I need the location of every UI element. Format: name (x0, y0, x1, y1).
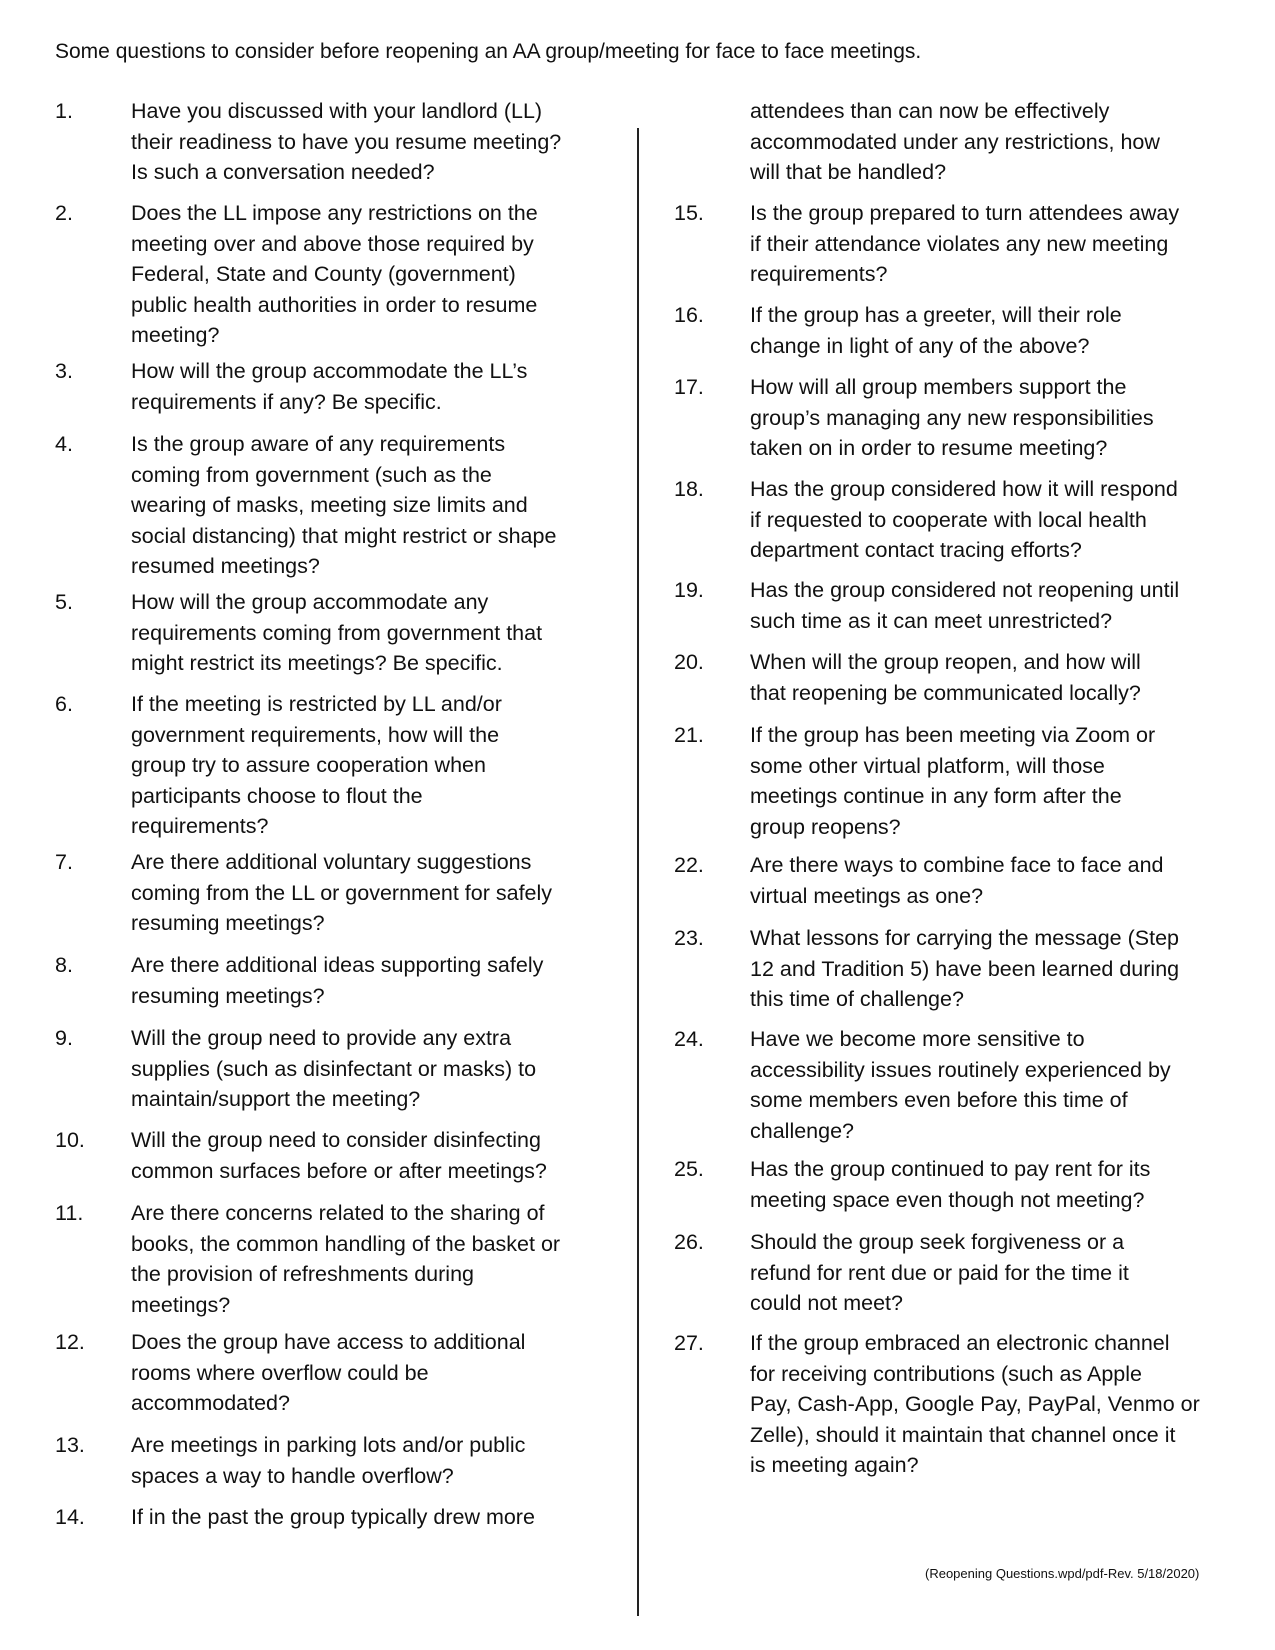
question-number: 25. (674, 1157, 704, 1181)
question-line: group reopens? (750, 814, 901, 839)
question-line: Is such a conversation needed? (131, 160, 435, 185)
question-line: Should the group seek forgiveness or a (750, 1230, 1125, 1254)
question-line: public health authorities in order to resume (131, 292, 538, 317)
question-number: 11. (55, 1201, 84, 1225)
question-line: accommodated under any restrictions, how (750, 129, 1160, 154)
question-line: meetings? (131, 1292, 231, 1317)
question-line: for receiving contributions (such as Apple (750, 1361, 1142, 1386)
question-line: supplies (such as disinfectant or masks) to (131, 1056, 537, 1081)
question-number: 8. (55, 953, 73, 977)
question-line: Is the group aware of any requirements (131, 432, 506, 456)
question-line: Does the LL impose any restrictions on the (131, 201, 538, 225)
question-line: coming from government (such as the (131, 462, 492, 487)
question-line: might restrict its meetings? Be specific. (131, 651, 503, 676)
question-line: Are there concerns related to the sharing of (131, 1201, 545, 1225)
question-line: common surfaces before or after meetings? (131, 1158, 547, 1183)
question-line: Have you discussed with your landlord (LL) (131, 99, 543, 123)
question-line: meeting space even though not meeting? (750, 1187, 1145, 1212)
question-line: some other virtual platform, will those (750, 753, 1105, 778)
question-line: requirements? (750, 262, 888, 287)
question-line: How will the group accommodate any (131, 590, 489, 614)
question-number: 18. (674, 477, 704, 501)
question-line: Are there additional ideas supporting safely (131, 953, 544, 977)
question-line: wearing of masks, meeting size limits and (131, 493, 528, 518)
question-number: 14. (55, 1505, 85, 1529)
question-number: 1. (55, 99, 73, 123)
question-text (750, 372, 1234, 464)
question-line: resumed meetings? (131, 554, 320, 579)
question-number: 20. (674, 650, 704, 674)
question-line: If in the past the group typically drew more (131, 1505, 535, 1529)
question-text (131, 1327, 615, 1419)
question-line: Will the group need to provide any extra (131, 1026, 512, 1050)
question-text (131, 96, 615, 188)
question-text (131, 1198, 615, 1320)
question-line: Federal, State and County (government) (131, 262, 516, 287)
question-line: meeting? (131, 323, 220, 348)
question-line: the provision of refreshments during (131, 1262, 474, 1287)
question-line: If the meeting is restricted by LL and/or (131, 692, 502, 716)
question-text (131, 950, 615, 1011)
question-number: 9. (55, 1026, 73, 1050)
question-line: is meeting again? (750, 1453, 919, 1478)
question-line: government requirements, how will the (131, 722, 500, 747)
question-text (131, 1430, 615, 1491)
question-line: challenge? (750, 1118, 855, 1143)
question-line: Is the group prepared to turn attendees away (750, 201, 1180, 225)
question-text (131, 356, 615, 417)
question-line: accessibility issues routinely experienced by (750, 1057, 1171, 1082)
question-line: taken on in order to resume meeting? (750, 436, 1108, 461)
question-number: 4. (55, 432, 73, 456)
question-line: attendees than can now be effectively (750, 99, 1110, 123)
question-text (131, 1502, 615, 1533)
question-line: books, the common handling of the basket or (131, 1231, 561, 1256)
question-number: 13. (55, 1433, 85, 1457)
question-text (131, 847, 615, 939)
question-number: 23. (674, 926, 704, 950)
question-line: Has the group considered how it will respond (750, 477, 1178, 501)
question-text (750, 850, 1234, 911)
question-text (750, 1154, 1234, 1215)
question-line: resuming meetings? (131, 983, 325, 1008)
question-line: meetings continue in any form after the (750, 784, 1122, 809)
revision-footer: (Reopening Questions.wpd/pdf-Rev. 5/18/2020) (925, 1566, 1200, 1581)
question-number: 22. (674, 853, 704, 877)
question-line: coming from the LL or government for safely (131, 880, 553, 905)
question-number: 17. (674, 375, 704, 399)
question-line: What lessons for carrying the message (Step (750, 926, 1179, 950)
question-text (750, 1227, 1234, 1319)
question-line: if their attendance violates any new meeting (750, 231, 1169, 256)
question-text (750, 474, 1234, 566)
column-divider (637, 128, 639, 1616)
question-line: accommodated? (131, 1391, 290, 1416)
question-line: Will the group need to consider disinfecting (131, 1128, 541, 1152)
question-number: 26. (674, 1230, 704, 1254)
question-line: If the group has been meeting via Zoom or (750, 723, 1156, 747)
question-text (131, 587, 615, 679)
question-line: group’s managing any new responsibilities (750, 405, 1154, 430)
question-number: 12. (55, 1330, 85, 1354)
question-line: spaces a way to handle overflow? (131, 1463, 454, 1488)
question-text (131, 429, 615, 582)
question-line: Are there ways to combine face to face and (750, 853, 1164, 877)
question-text (750, 96, 1160, 188)
question-line: rooms where overflow could be (131, 1360, 429, 1385)
question-line: that reopening be communicated locally? (750, 680, 1141, 705)
question-line: How will all group members support the (750, 375, 1127, 399)
question-text (750, 923, 1234, 1015)
question-line: such time as it can meet unrestricted? (750, 608, 1113, 633)
question-line: their readiness to have you resume meeting? (131, 129, 562, 154)
question-number: 3. (55, 359, 73, 383)
question-text (750, 1024, 1234, 1146)
question-line: When will the group reopen, and how will (750, 650, 1141, 674)
question-line: Zelle), should it maintain that channel once it (750, 1422, 1176, 1447)
question-line: meeting over and above those required by (131, 231, 534, 256)
question-number: 16. (674, 303, 704, 327)
question-line: participants choose to flout the (131, 783, 423, 808)
question-line: requirements coming from government that (131, 620, 543, 645)
question-line: 12 and Tradition 5) have been learned during (750, 956, 1180, 981)
question-line: this time of challenge? (750, 987, 964, 1012)
question-text (750, 647, 1234, 708)
question-text (131, 689, 615, 842)
question-line: group try to assure cooperation when (131, 753, 486, 778)
question-text (750, 720, 1234, 842)
question-line: How will the group accommodate the LL’s (131, 359, 528, 383)
question-line: will that be handled? (750, 160, 947, 185)
question-number: 6. (55, 692, 73, 716)
question-line: Are there additional voluntary suggestions (131, 850, 532, 874)
question-line: Are meetings in parking lots and/or public (131, 1433, 526, 1457)
question-number: 19. (674, 578, 704, 602)
question-line: requirements? (131, 814, 269, 839)
question-number: 21. (674, 723, 704, 747)
question-text (131, 1125, 615, 1186)
question-line: Does the group have access to additional (131, 1330, 526, 1354)
question-number: 10. (55, 1128, 85, 1152)
question-line: Have we become more sensitive to (750, 1027, 1085, 1051)
page-title: Some questions to consider before reopening an AA group/meeting for face to face meetings. (55, 40, 922, 63)
question-line: Pay, Cash-App, Google Pay, PayPal, Venmo or (750, 1392, 1200, 1417)
question-text (750, 198, 1234, 290)
question-text (750, 1328, 1234, 1481)
question-line: department contact tracing efforts? (750, 538, 1082, 563)
question-line: requirements if any? Be specific. (131, 389, 442, 414)
question-line: If the group embraced an electronic channel (750, 1331, 1170, 1355)
question-number: 2. (55, 201, 73, 225)
question-line: change in light of any of the above? (750, 333, 1090, 358)
question-line: could not meet? (750, 1291, 903, 1316)
question-line: social distancing) that might restrict or shape (131, 523, 557, 548)
question-text (750, 575, 1234, 636)
question-line: if requested to cooperate with local health (750, 507, 1147, 532)
question-number: 7. (55, 850, 73, 874)
question-line: Has the group continued to pay rent for its (750, 1157, 1151, 1181)
question-line: Has the group considered not reopening until (750, 578, 1180, 602)
question-line: some members even before this time of (750, 1088, 1128, 1113)
question-line: refund for rent due or paid for the time it (750, 1260, 1129, 1285)
question-text (131, 1023, 615, 1115)
question-line: maintain/support the meeting? (131, 1087, 421, 1112)
question-text (750, 300, 1234, 361)
question-number: 15. (674, 201, 704, 225)
question-line: virtual meetings as one? (750, 883, 984, 908)
question-number: 27. (674, 1331, 704, 1355)
question-number: 24. (674, 1027, 704, 1051)
question-line: If the group has a greeter, will their role (750, 303, 1122, 327)
question-number: 5. (55, 590, 73, 614)
question-text (131, 198, 615, 351)
question-line: resuming meetings? (131, 911, 325, 936)
